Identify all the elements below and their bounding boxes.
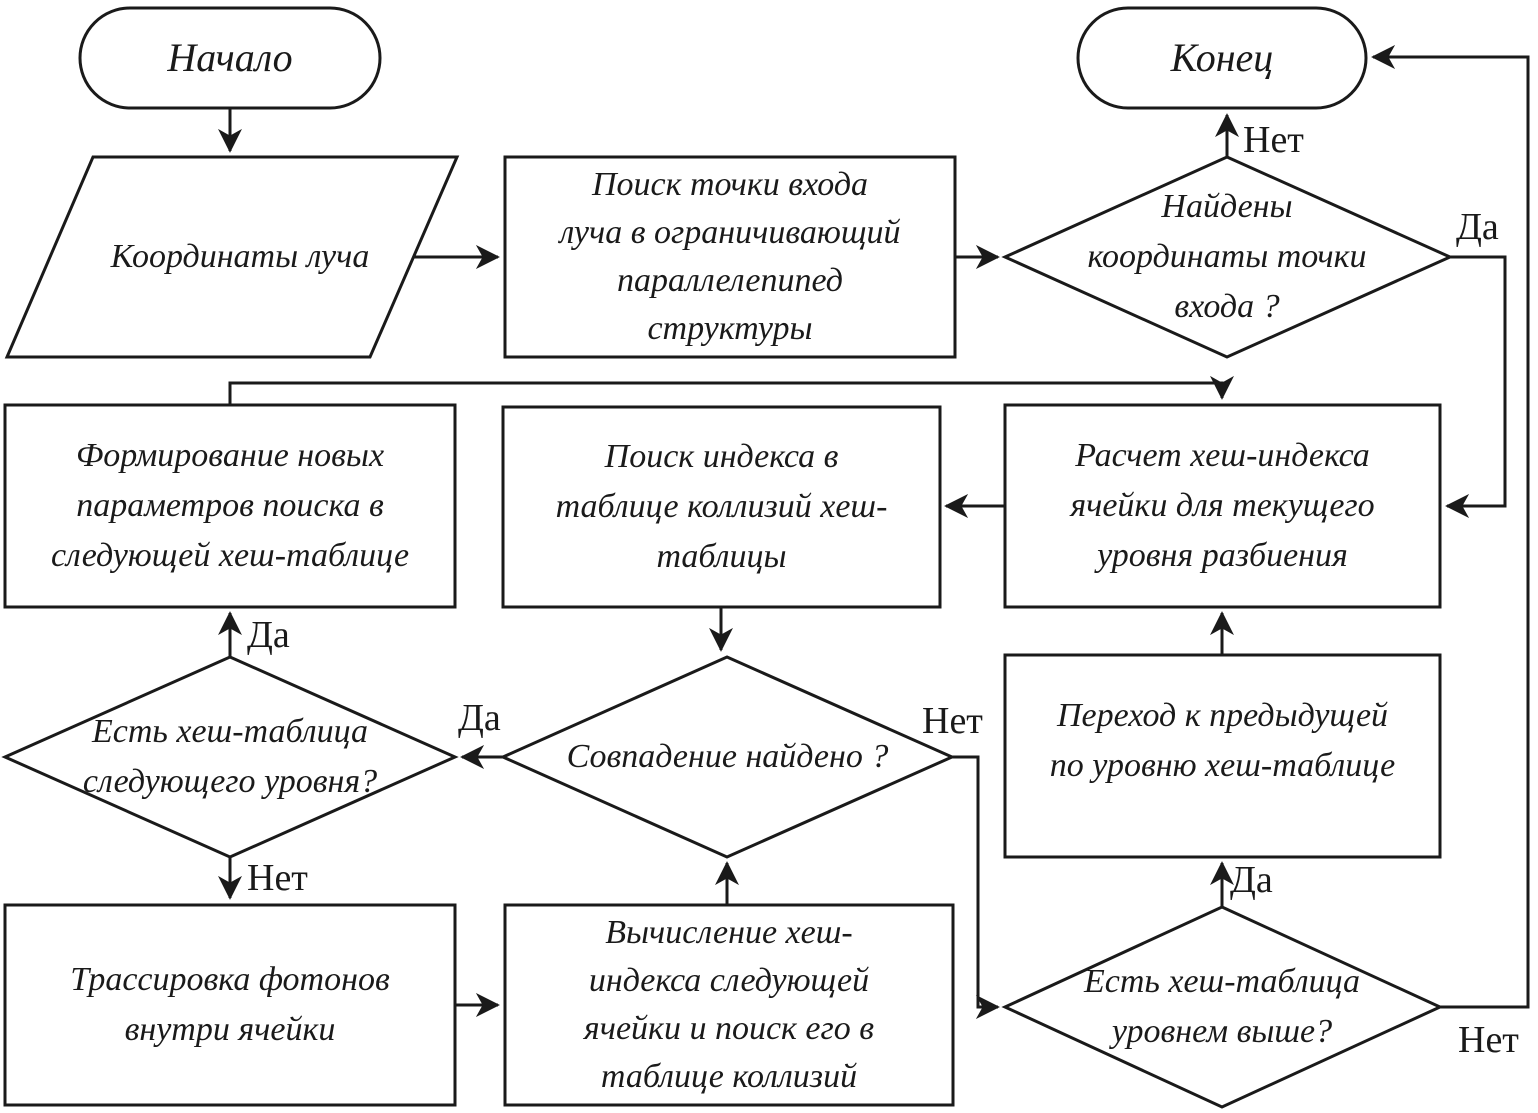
- branch-label-next-level-no: Нет: [247, 857, 308, 899]
- node-index-search-label: Поиск индекса в таблице коллизий хеш- таблицы: [555, 438, 888, 575]
- branch-label-entry-found-no: Нет: [1243, 119, 1304, 161]
- node-ray-coords-label: Координаты луча: [110, 238, 370, 275]
- node-tracing-label: Трассировка фотонов внутри ячейки: [70, 961, 390, 1048]
- node-hash-calc-label: Расчет хеш-индекса ячейки для текущего уровня разбиения: [1070, 437, 1375, 574]
- node-level-above-label: Есть хеш-таблица уровнем выше?: [1083, 963, 1361, 1050]
- node-start-label: Начало: [167, 35, 293, 80]
- node-prev-table-label: Переход к предыдущей по уровню хеш-таблице: [1049, 697, 1396, 784]
- branch-label-match-found-no: Нет: [922, 700, 983, 742]
- node-entry-found-label: Найдены координаты точки входа ?: [1087, 188, 1367, 325]
- node-new-params-label: Формирование новых параметров поиска в следующей хеш-таблице: [50, 437, 410, 574]
- branch-label-match-found-yes: Да: [458, 697, 501, 739]
- node-next-level-label: Есть хеш-таблица следующего уровня?: [82, 713, 378, 800]
- node-next-hash-label: Вычисление хеш- индекса следующей ячейки и поиск его в таблице коллизий: [583, 914, 875, 1095]
- edge-match-found-no-to-level-above: [952, 757, 998, 1007]
- node-match-found-label: Совпадение найдено ?: [566, 738, 889, 775]
- edge-entry-found-yes-to-hash-calc: [1447, 257, 1505, 506]
- branch-label-level-above-no: Нет: [1458, 1019, 1519, 1061]
- branch-label-entry-found-yes: Да: [1456, 206, 1499, 248]
- edge-new-params-to-hash-calc: [230, 383, 1222, 405]
- branch-label-next-level-yes: Да: [247, 614, 290, 656]
- node-find-entry-label: Поиск точки входа луча в ограничивающий параллелепипед структуры: [559, 166, 901, 347]
- branch-label-level-above-yes: Да: [1230, 859, 1273, 901]
- node-end-label: Конец: [1170, 35, 1274, 80]
